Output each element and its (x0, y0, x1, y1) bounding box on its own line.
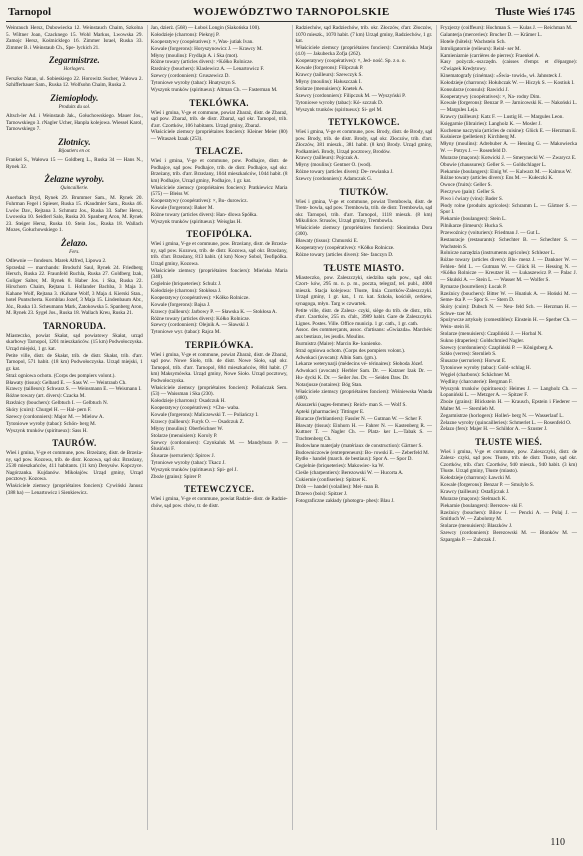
directory-entry: Wieś i gmina, V-ge et commune, powiat Zbaraż, distr. de Zbaraż, sąd pow. Nowe Sioło, trib. de distr. Nowe Sioło, sąd okr. Tarnopol, trib. d'arr. Tarnopol, 884 mieszkańców, 884 habit. (7 km) Maksymówka. Urząd gminy, Nowe Sioło. Urząd pocztowy, Podwołoczyska. (150, 351, 288, 384)
directory-entry: Fryzjerzy (coiffeurs): Hochman S. — Kulas J. — Reichman M. (440, 25, 573, 31)
directory-entry: Stolarze (menuisiers): Czapliński J. — Horbal N. (440, 330, 543, 337)
directory-entry: Piwo i ćwiary (vins): Bader S. (440, 196, 504, 203)
directory-entry: Jan, dzierż. (568) — Łoboś Longin (Siakońska 100). (150, 25, 261, 31)
directory-entry: Wyszynk trunków (spiritueux): Si- gel M. (295, 106, 383, 113)
section-heading: Złotnicy. (58, 136, 91, 147)
directory-entry: Właściciele ziemscy (propriétaires fonciers): Pratkiewicz Maria (575) — Bleiss W. (150, 184, 288, 198)
directory-entry: Kołodzieje (charrons): Hołubczak W. — Hiczyk S. — Kostiuk I. (440, 79, 575, 86)
directory-entry: Rzeźnicy (bouchers): Gelbtuch I. — Gelbtuch N. (6, 400, 108, 407)
directory-entry: Ferszko Natan, ul. Sobieskiego 22. Horowitz Sucher, Wałowa 2. Szhifferbauer Sam., Ruska 12. Wolfsohn Chaim, Ruska 2. (6, 75, 143, 88)
running-header (8, 6, 575, 20)
directory-entry: Ślusarze (serruriers): Spirow J. (150, 452, 216, 459)
directory-entry: Żelazo (fers): Majer H. — Schildor A. — Szuster J. (440, 426, 548, 433)
directory-entry: Wędliny (charcuterie): Bergman F. (440, 379, 513, 386)
directory-entry: Petite ville, distr. de Zalesz- czyki, siège du trib. de distr., trib. d'arr. Czortków, 255 m. d'alt., 3989 habit. Gare de Zaleszczyki. Lignes. Postes. Ville. Office municip. 1 gr. cath., 1 gr. cath. (295, 307, 433, 327)
section-subtitle: Quincaillerie. (60, 186, 89, 191)
directory-entry: Rzeźnicy (bouchers): Bitter W. — Hnatiuk A. — Hoński M. — Seme- tka P. — Spor S. — Stern D. (440, 290, 577, 304)
directory-entry: Szewcy (cordonniers): Major M. — Mielow A. (6, 414, 104, 421)
directory-entry: Młyny (moulins): Hałuszczak I. (295, 78, 362, 85)
directory-entry: Kowale (forgerons): Bajsa J. (150, 301, 211, 308)
directory-entry: Kuśnierze (pelletiers): Kirchberg M. (440, 134, 516, 141)
directory-entry: Murarze (maçons): Kotwicki J. — Smerynecki W. — Zwarycz E. (440, 154, 577, 161)
directory-entry: Węgiel (charbons): Schächner M. (440, 372, 511, 379)
directory-entry: Tytoniowe wyroby (tabac): Gold- schlag H. (440, 365, 531, 372)
directory-entry: Budowlane materjały (matériaux de construction): Gärtner S. (295, 442, 423, 449)
directory-entry: Adwokaci (avocats): Albin Sam. (gm.). (295, 354, 378, 361)
section-heading: Żelazo. (61, 237, 88, 248)
directory-entry: Petite ville, distr. de Skałat, trib. de distr. Skałat, trib. d'arr. Tarnopol, 571 habit. (18 km) Podwołoczyska. Urząd miejski, 1 gr. kat. (6, 352, 143, 372)
header-left: Tarnopol (8, 6, 52, 18)
directory-entry: Apteki (pharmacies): Tittinger E. (295, 408, 365, 415)
directory-entry: Właściciele ziemscy (propriétaires fonciers): Wiśniewska Wanda (480). (295, 388, 433, 402)
directory-entry: Krawcy (tailleurs): Katz F. — Lustig H. — Margules Leon. (440, 113, 564, 120)
directory-entry: Pilnikarze (limeurs): Hucka S. (440, 223, 504, 230)
directory-entry: Różne towary (art. divers): Czacka M. (6, 393, 86, 400)
directory-entry: Rymarze (bourreliers): Łucak P. (440, 283, 507, 290)
section-heading: TELACZE. (195, 146, 243, 157)
directory-entry: Młyny (moulins): Adrebuber A. — Hessing G. — Makowiecka W. — Potrys J. — Rosenfeld D. (440, 141, 577, 154)
directory-entry: Kasy pożyczk.-oszczędn. (caisses d'empr. et d'épargne): ×Związek Kredytowy. (440, 59, 577, 72)
column-2 (147, 25, 288, 830)
directory-entry: Tytoniowe wyroby (tabac): Tkacz J. (150, 459, 226, 466)
directory-entry: Wyszynk trunków (spiritueux): Weisglas H. (150, 218, 242, 225)
section-subtitle: Bijoutiers en or. (58, 148, 91, 154)
directory-entry: Auerbach Bryd, Rynek 29. Brummer Sam., M. Rynek 20. Fuhrman Fegel i Spieser, Ruska 15. rKaudmler Sam., Ruska 46. Lwów Dav., Rejtana 3. Schmutz Jos., Ruska 33. Safter Hersz, Lwowska 10. Seidlerl Salo, Ruska 20. Spanberg Aron, M. Rynek 23. Steiger Hersz, Ruska 10. Stein Jos., Ruska 18. Wallach Mozes, Gołuchowskiego 1. (6, 194, 143, 233)
directory-entry: Wieś i gmina, V-ge et commune, pow. Podhajce, distr. de Podhajce, sąd pow. Podhajce, trib. de distr. Podhajce, sąd okr. Brzeżany, trib. d'arr. Brzeżany, 1044 mieszkańców, 1044 habit. (8 km) Podhajce, Urząd gminy, Podhajce, 1 gr. kat. (150, 158, 288, 184)
directory-entry: Właściciele ziemscy (propriétaires fonciers): Mieńska Maria (340). (150, 267, 288, 281)
directory-entry: Właściciele ziemscy (propriétaires fonciers): Cywiński Janusz (388 ha) — Lenartowicz i Sienkiewicz. (6, 483, 143, 496)
directory-entry: Bydło - handel (march. de bestiaux): Spor A. — Spor D. (295, 456, 413, 463)
directory-entry: Weinrauch Hersz, Dubowiecka 12. Weinstauch Chaim, Szkolna 5. Wiltner Joan, Czacknego 15. Wohl Markus, Lwowska 29. Zamojc Hersz, Kośmicklego 16. Zimmer Israel, Ruska 33. Zimmer B. i Weinstaub Ch., Spe- lyckich 21. (6, 25, 143, 51)
directory-entry: Fotograficzne zakłady (photogra- phes): Blau J. (295, 497, 395, 504)
directory-entry: Straż ogniowa ochotn. (Corps des pompiers volont.). (6, 372, 116, 379)
directory-entry: Tytoniowe wyr. (tabac): Rajca M. (150, 329, 221, 336)
directory-entry: Kowale (forgerons): Baker M. (150, 205, 214, 212)
directory-entry: Kuchenne naczynia (articles de cuisine): Glück E. — Herzman E. (440, 127, 577, 134)
section-subtitle: Horlogers. (63, 67, 86, 72)
directory-entry: Kooperatywy (coopératives): ×, Was- jutiak Ivan. (150, 38, 254, 45)
directory-entry: Restauracje (restaurants): Schechter B. — Schechter S. — Wachstein S. (440, 237, 577, 250)
directory-entry: Zboże (grains): Blickstein H. — Krausch, Epstein i Fiederer — Malter M. — Sternlieb M. (440, 399, 577, 412)
directory-entry: Krawcy (tailleurs): Pojczuk A. (295, 155, 359, 162)
directory-entry: Krawcy (tailleurs): Jarbowy P. — Sławska K. — Stokłosa A. (150, 308, 277, 315)
directory-entry: Różne towary (articles divers): Ens M. — Kułeczki K. (440, 175, 554, 182)
directory-entry: Zboże (grains): Spirer P. (150, 473, 202, 480)
directory-entry: Konsularze (consuls): Rawicki J. (440, 86, 509, 93)
directory-entry: Cegielnie (briqueteries): Schulz J. (150, 281, 222, 288)
directory-entry: Przewoźnicy (voituriers): Friedman J. — Gut L. (440, 230, 541, 237)
directory-entry: Kooperatywy (coopératives): ×, Bu- durowicz. (150, 198, 248, 205)
directory-entry: Miasteczko, pow. Zaleszczyki, siedziba sądu pow., sąd okr. Czort- ków, 295 m. n. p. m., poczta, telegraf, tel. publ., 4000 mieszk. Stacja kolejowa: Tłuste, linia Czortków-Zaleszczyki. Urząd gminy, 1 gr. kat., 1 rz. kat. Szkoła, kościół, cerkiew, synagoga, młyn. Targ w czwartek. (295, 274, 433, 307)
directory-entry: Wieś i gmina, V-ge et commune, powiat Zbaraż, distr. de Zbaraż, sąd pow. Zbaraż, trib. de distr. Zbaraż, sąd okr. Tarnopol, trib. d'arr. Czortków, 106 habitants. Urząd gminy, Zbaraż. (150, 109, 288, 129)
directory-entry: Szewcy (cordonniers): Olejnik A. — Sławski J. (150, 322, 250, 329)
directory-entry: Rzeźnicy (bouchers): Klaslewicz A. — Lenartowicz F. (150, 66, 265, 73)
directory-entry: Hotele (hôtels): Wachstein Sch. (440, 38, 506, 45)
directory-entry: Drzewo (bois): Spitzer J. (295, 490, 348, 497)
directory-entry: Kołodzieje (charrons): Osadczuk H. (150, 398, 226, 405)
column-1 (6, 25, 143, 830)
directory-entry: Kołodzieje (charrons): Pieknyj P. (150, 31, 220, 38)
section-heading: Zegarmistrze. (49, 55, 100, 65)
directory-entry: Piekarnie (boulangers): Einig W. — Kalwarz M. — Kalmus W. (440, 168, 572, 175)
section-heading: TARNORUDA. (42, 320, 106, 331)
directory-entry: Młyny (moulins): Oberfeichner W. (150, 425, 224, 432)
directory-entry: Burmistrz (Maire): Marcin Re- kunienko. (295, 340, 382, 347)
directory-entry: Assoc. des commerçants, assoc. d'artisans: «Gwiazda». Marchés: aux bestiaux, les jeudis. Moulins. (295, 327, 433, 340)
directory-entry: Odlewnie — fondeurs. Marek Alfred, Lipowa 2. (6, 258, 107, 264)
directory-entry: Wieś i gmina, V-ge et commune, pow. Zaleszczyki, distr. de Zalesz- czyki, sąd pow. Tłuste, trib. de distr. Tłuste, sąd okr. Czortków, trib. d'arr. Czortków, 940 mieszk., 940 habit. (3 km) Tłuste. Urząd gminy, Tłuste (miasto). (440, 448, 577, 475)
directory-entry: Kooperatywy (coopératives): ×Kółko Rolnicze. (150, 294, 250, 301)
directory-entry: Szewcy (cordonniers): Gruszewicz D. (150, 73, 230, 80)
directory-entry: Kinematografy (cinémas): «Świa- towid», wł. Jahnsteck J. (440, 72, 562, 79)
directory-entry: Kołodzieje (charrons): Stokłosa J. (150, 288, 222, 295)
directory-entry: Owoce (fruits): Geller S. (440, 182, 492, 189)
directory-entry: Żelazne wyroby (quincailleries): Schmerlet L. — Rosenfeld O. (440, 419, 572, 426)
directory-entry: Młyny (moulins): Gentner O. (wod). (295, 162, 372, 169)
directory-entry: Wyszynk trunków (spiritueux): Altman Ch. — Fasterman M. (150, 87, 278, 94)
directory-entry: Kowale (forgerons): Filipczuk P. (295, 65, 364, 72)
directory-entry: Sukno (draperies): Goldschmied Nagler. (440, 337, 525, 344)
directory-entry: Bławaty (tissus): Chmurski E. (295, 238, 359, 245)
directory-entry: Introligatornie (relieurs): Reinl- ser M. (440, 45, 521, 52)
directory-entry: Szewcy (cordonniers): Czapliński P. — Königsberg A. (440, 344, 554, 351)
directory-entry: Kooperatywy (coopératives): ×, Na- rodny Dim. (440, 93, 541, 100)
directory-entry: Pieczywo (pain): Geller S. (440, 189, 496, 196)
section-heading: Żelazne wyroby. (44, 174, 105, 184)
directory-entry: Galanterja (merceries): Brucher D. — Krämer L. (440, 31, 542, 38)
directory-columns (6, 25, 577, 830)
directory-entry: Straż ogniowa ochotn. (Corps des pompiers volont.). (295, 347, 406, 354)
directory-entry: Altsch-ler Ad. i Weinstaub Jak., Gołuchowskiego. Mauer Jos., Tarnowskiego 3. rNagler Ucher, Hanpla kolejowa. Wiessel Karol, Tarnowskiego 7. (6, 113, 143, 132)
directory-entry: Stolarze (menuisiers): Blaszków J. (440, 523, 513, 530)
directory-entry: Murarze (maçons): Stelmach K. (440, 496, 507, 503)
directory-entry: Wyszynk trunków (spiritueux): Sass H. (6, 427, 88, 434)
directory-entry: Sprzedaż — marchands: Brodschl Saul, Rynek 24. Friedberg Hersch, Ruska 22. Fraunfeld Ruchla, Ruska 27. Goldberg Izak, Goliger Salter, M. Rynek 8. Haber Jos. i Ska, Ruska 22. Hirschorn Chaim, Rejtana 1. Hollander Bachba, 3 Maja 3. Kahane Wolf, Rejtana 3. rKahane Wolf, 3 Maja 4. Kierski Stan., hotel Puntscherta. Kornblau Jozef, 3 Maja 15. Lindenbaum Abr., Józ., Ruska 13. Scheumann Mark, Zatokowska 5. Spanberg Aron, M. Rynek 23. Sygel Jos., Ruska 18. Wallach Kreu, Ruska 21. (6, 264, 143, 317)
directory-entry: Kowale (forgerons): Horyszynowicz J. — Krawcy M. (150, 45, 263, 52)
directory-entry: Wieś i gmina, V-ge et commune, pow. Brzeżany, distr. de Brzeża- ny, sąd pow. Kozowa, trib. de distr. Kozowa, sąd okr. Brzeżany, 2530 mieszkańców, 411 habitants. (11 km) Denysów. Kopczyce. Nagórzanka. Kujdanów. Mikołajów. Urząd gminy, Urząd pocztowy. Kozowa. (6, 450, 143, 483)
directory-entry: Kamieniarnie (carrières de pierres): Fraenkel A. (440, 52, 540, 59)
directory-entry: Księgarnie (librairies): Langholz K. — Mosler J. (440, 120, 542, 127)
directory-entry: Kołodzieje (charrons): Ławcki M. (440, 475, 512, 482)
section-heading: TEKLÓWKA. (189, 97, 249, 108)
section-heading: TEOFIPÓLKA. (186, 229, 252, 240)
column-3 (292, 25, 433, 830)
directory-entry: Krawcy (tailleurs): Schwarz S. — Weinsmann E. — Weismann I. (6, 386, 142, 393)
directory-entry: Drób — handel (volailles): Mei- man B. (295, 483, 380, 490)
directory-entry: Różne towary (articles divers): ×Kółko Rolnicze. (150, 59, 254, 66)
directory-entry: Młyny (moulins): Frydlajn A. i Ska (mot). (150, 52, 239, 59)
directory-entry: Kooperatywy (coopératives): ×Kółko Rolnicze. (295, 245, 395, 252)
directory-entry: Różne towary (articles divers): De- rewianka J. (295, 169, 394, 176)
directory-entry: Szewcy (cordonniers): Berezowski M. — Blonków M. — Szpargała P. — Zubczak J. (440, 530, 577, 543)
directory-entry: Różne towary (articles divers): Ste- fanczyn D. (295, 252, 394, 259)
directory-entry: Skóry (cuirs): Dubsch N. — Neu- feld Sch. — Herzman H. — Schwe- tzer M. (440, 304, 577, 317)
directory-entry: Wieś i gmina, V-ge et commune, powiat Trembowla, distr. de Trem- bowla, sąd pow. Trembowla, trib. de distr. Trembowla, sąd okr. Tarnopol, trib. d'arr. Tarnopol, 1118 mieszk. (8 km) Mikulińce. Strusów, Urząd gminy, Trembowla. (295, 198, 433, 225)
directory-entry: Cegielnie (briqueteries): Makowiec- ka W. (295, 463, 385, 470)
directory-entry: Adwokaci (avocats): Herbler Sam. Dr. — Katzner Izak Dr. — Hu- dycki K. Dr. — Seiler Jos. Dr. — Seiden Daw. Dr. (295, 368, 433, 381)
directory-entry: Biuracze (ferblantiers): Fassler N. — Gutman W. — Scher F. (295, 415, 423, 422)
directory-entry: Różne towary (articles divers): Kółko Rolnicze. (150, 315, 251, 322)
directory-entry: Radziechów, sąd Radziechów, trib. okr. Złoczów, d'arr. Złoczów, 1070 mieszk., 1070 habit. (7 km) Urząd gminy, Radziechów, 1 gr. kat. (295, 25, 433, 44)
header-center: WOJEWÓDZTWO TARNOPOLSKIE (193, 6, 390, 18)
directory-entry: Szewcy (cordonniers): Filipczuk M. — Wyszyński P. (295, 92, 406, 99)
directory-entry: Różne towary (articles divers): Han- dlowa Spółka. (150, 211, 258, 218)
column-4 (436, 25, 577, 830)
directory-entry: Akuszerki (sages-femmes): Reich- man S. — Wolf S. (295, 402, 407, 409)
directory-entry: Stolarze (menuisiers): Koroly P. (150, 432, 218, 439)
directory-entry: Wyszynk trunków (spiritueux): Spi- gel J. (150, 466, 238, 473)
directory-entry: Spożywcze artykuły (comestibles): Einstein H. — Sperber Ch. — Wein- stein H. (440, 317, 577, 330)
directory-entry: Cieśle (charpentiers): Berezowski W. — Hucorta A. (295, 470, 404, 477)
directory-entry: Właściciele ziemscy (propriétaires fonciers): Słonimska Dora (300). (295, 224, 433, 238)
directory-entry: Zegarmistrze (horlogers): Holleń- berg N. — Wasserlauf L. (440, 412, 564, 419)
section-heading: TERPIŁÓWKA. (184, 339, 254, 350)
section-heading: TŁUSTE MIASTO. (323, 262, 405, 273)
directory-entry: Różne towary (articles divers): Blu- menz J. — Dankner W. — Fehlen- feld L. — Gutman W. — Glück H. — Hessing N. — ×Kółko Rolnicze — Kreutzer H. — Łukaszewicz P. — Palac J. — Skulski A. — Stein L. — Wasser M. — Wolfer S. (440, 257, 577, 283)
directory-entry: Szewcy (cordonniers): Adamczuk G. (295, 176, 373, 183)
directory-entry: Kooperatywy (coopératives): ×Cho- waba. (150, 405, 240, 412)
page-number: 110 (550, 837, 565, 848)
header-right: Tłuste Wieś 1745 (495, 6, 575, 18)
section-heading: Ziemiopłody. (50, 92, 99, 103)
section-heading: TŁUSTE WIEŚ. (475, 436, 543, 447)
section-heading: TETEWCZYCE. (184, 484, 255, 495)
section-heading: TETYLKOWCE. (328, 117, 400, 128)
directory-entry: Krawcy (tailleurs): Ostafijczuk J. (440, 489, 510, 496)
section-subtitle: Fers. (69, 249, 80, 255)
directory-entry: Właściciele ziemscy (propriétaires fonciers): Czermińska Marja (4.0) — Jakubecka Zofja (262). (295, 44, 433, 58)
section-heading: TIUTKÓW. (339, 186, 389, 197)
directory-entry: Stolarze (menuisiers): Knetek A. (295, 85, 364, 92)
directory-entry: Tytoniowe wyroby (tabac): Kó- szczuk D. (295, 99, 384, 106)
directory-entry: Bławaty (tissus): Gelbard E. — Sass W. — Weintraub Ch. (6, 379, 127, 386)
directory-entry: Płody rolne (produits agricoles): Schramm L. — Gärtner S. — Spor I. (440, 202, 577, 216)
directory-entry: Krawcy (tailleurs): Szewczyk S. (295, 72, 363, 79)
section-heading: TAURÓW. (52, 438, 97, 449)
directory-entry: Bławaty (tissus): Einhorn H. — Fahrer N. — Kastenberg R. — Kuttner T. — Nagler Ch. — Platz- ker L.—Tabak S. — Trachtenberg Ch. (295, 422, 433, 442)
directory-entry: Wyszynk trunków (spiritueux): Heimes J. — Langholz Ch. — Łopaniński L. — Metzger A. — Spitzer F. (440, 385, 577, 399)
directory-entry: Właściciele ziemscy (propriétaires fonciers): Kleiner Meier (80) — Witaszek Izaak (253). (150, 129, 288, 142)
section-subtitle: Produits du sol. (58, 104, 91, 110)
directory-entry: Piekarnie (boulangers): Berezow- ski F. (440, 502, 523, 509)
directory-entry: Kowale (forgerons): Benzar P. — Smulylo S. (440, 482, 535, 489)
directory-entry: Szkło (verres): Sternlieb S. (440, 351, 497, 358)
directory-entry: Krawcy (tailleurs): Furyk O. — Osadczuk Z. (150, 418, 245, 425)
header-rule (6, 21, 577, 22)
directory-entry: Kowale (forgerons): Maliczewski T. — Poliańczy I. (150, 411, 259, 418)
directory-entry: Wieś i gmina, V-ge et commune, powiat Radzie- distr. de Radzie- chów, sąd pow. chów, tr. de distr. (150, 496, 288, 509)
directory-entry: Lekarze weterynarji (médecins vé- térinaires): Słoboda Józef. (295, 361, 424, 368)
directory-entry: Miasteczko, powiat Skałat, sąd powiatowy Skałat, urząd skarbowy Tarnopol, 1201 mieszkańców. (15 km) Podwołoczyska. Urząd miejski, 1 gr. kat. (6, 332, 143, 352)
directory-entry: Frankel S., Wałowa 15 — Goldberg L., Ruska 34 — Hans N., Rynek 32. (6, 157, 143, 170)
directory-entry: Wieś i gmina, V-ge et commune, pow. Brzeżany, distr. de Brzeża- ny, sąd pow. Kozowa, trib. de distr. Kozowa, sąd okr. Brzeżany, trib. d'arr. Brzeżany, 813 habit. (4 km) Nowy Sobol, Teofipólka. Urząd gminy, Kozowa. (150, 241, 288, 267)
directory-entry: Ślusarze (serruriers): Horwat E. (440, 358, 507, 365)
directory-entry: Piekarnie (boulangers): Stein L. (440, 216, 507, 223)
directory-entry: Notarjusze (notaires): Bóg Stan. (295, 381, 363, 388)
directory-entry: Tytoniowe wyroby (tabac): Hnatyszyn S. (150, 80, 237, 87)
directory-entry: Rolnicze narzędzia (instruments agricoles): Schlezer L. (440, 250, 556, 257)
directory-entry: Właściciele ziemscy (propriétaires fonciers): Poliańczak Sem. (53) — Waissman i Ska (230). (150, 384, 288, 398)
directory-entry: Kooperatywy (coopératives): ×, Jed- ność. Sp. z o. o. (295, 58, 406, 65)
directory-entry: Szewcy (cordonniers): Czynkaluk M. — Mandybura P. — Ślusiński F. (150, 439, 288, 452)
directory-entry: Kowale (forgerons): Benzar P. — Jarnicowski K. — Nakoński L. — Margules Leja. (440, 100, 577, 113)
directory-entry: Skóry (cuirs): Churgel H. — Hal- pern F. (6, 407, 92, 414)
directory-entry: Tytoniowe wyroby (tabac): Schön- berg M. (6, 420, 97, 427)
directory-entry: Obuwie (chaussures): Geller S. — Goldschlager L. (440, 161, 547, 168)
directory-entry: Rzeźnicy (bouchers): Bilow I. — Pencki A. — Polaj J. — Smitluch W. — Zabolotny M. (440, 509, 577, 523)
directory-entry: Budowniczowie (entrepreneurs): Bo- rowski E. — Zeberfeld M. (295, 449, 430, 456)
directory-entry: Cukiernie (confiseries): Spitzer K. (295, 477, 367, 484)
directory-entry: Wieś i gmina, V-ge et commune, pow. Brody, distr. de Brody, sąd pow. Brody, trib. de distr. Brody, sąd okr. Złoczów, trib. d'arr. Złoczów, 381 mieszk., 381 habit. (8 km) Brody. Urząd gminy, Podkamień. Brody, Urząd pocztowy, Brodów. (295, 129, 433, 155)
